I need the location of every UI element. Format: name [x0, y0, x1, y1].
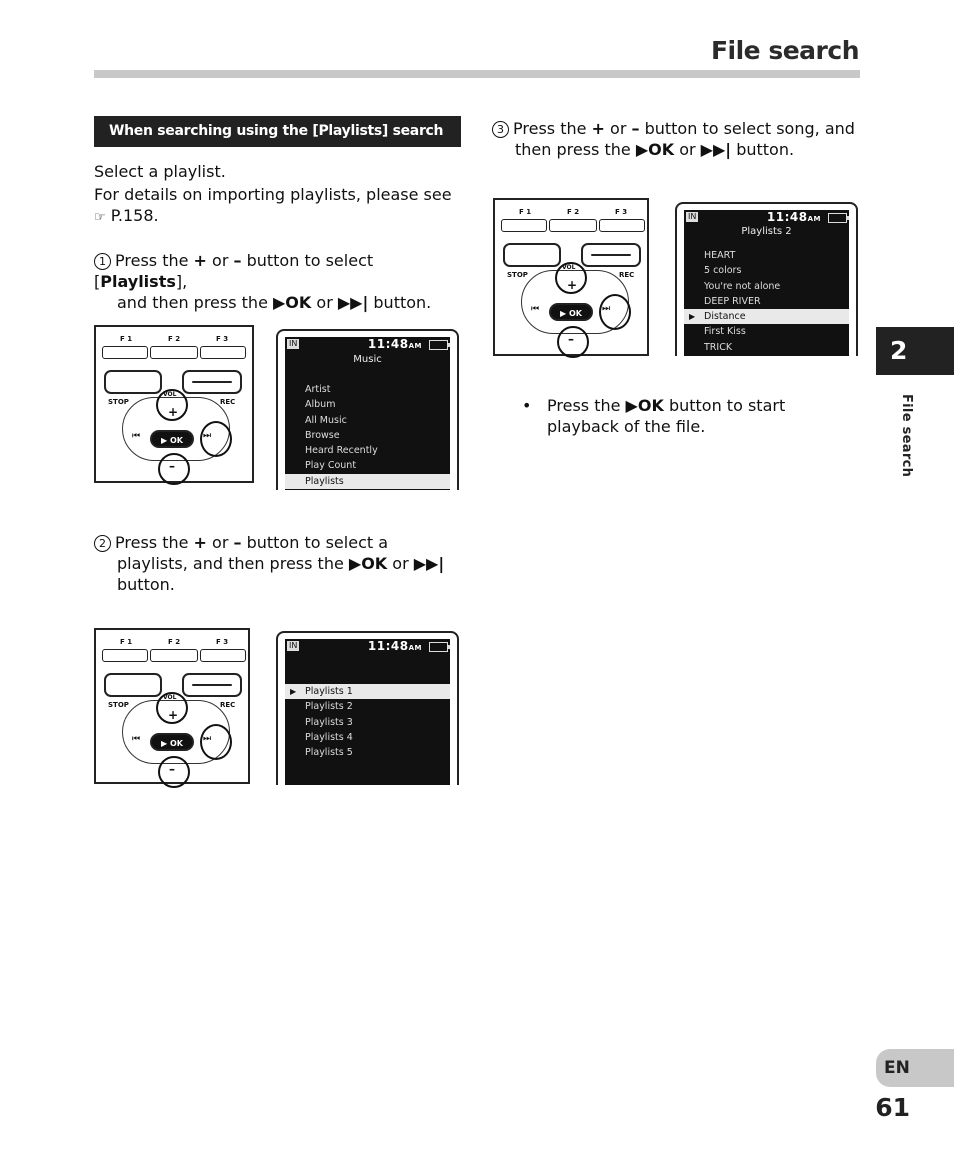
menu-item-label: DEEP RIVER	[704, 295, 761, 307]
screen-menu-list	[285, 684, 450, 760]
vol-label: VOL	[562, 264, 576, 271]
minus-icon: –	[568, 332, 574, 346]
f2-key	[150, 346, 198, 359]
step-text: or	[674, 140, 701, 159]
screen-display	[285, 337, 450, 490]
battery-icon	[429, 340, 448, 350]
ok-key-icon: ▶OK	[348, 554, 388, 573]
ok-key-icon: ▶OK	[635, 140, 675, 159]
bullet-text: button to start	[663, 396, 786, 415]
menu-item	[285, 684, 450, 699]
f3-label: F 3	[615, 208, 628, 216]
display-screen-music	[276, 329, 459, 490]
plus-icon: +	[168, 405, 179, 419]
f3-key	[200, 649, 246, 662]
menu-item	[285, 382, 450, 397]
f3-key	[200, 346, 246, 359]
step-text: button to select song, and	[639, 119, 855, 138]
step-text: Press the	[115, 251, 194, 270]
intro-ref	[94, 205, 464, 228]
clock-display	[368, 639, 422, 653]
bullet-dot: •	[522, 396, 532, 415]
display-screen-songs	[675, 202, 858, 356]
menu-item	[285, 745, 450, 760]
menu-item-label: 5 colors	[704, 265, 742, 277]
ok-key: ▶ OK	[150, 733, 194, 751]
screen-display	[285, 639, 450, 785]
menu-item-label: Album	[305, 399, 336, 411]
screen-display	[684, 210, 849, 356]
intro-ref-page: P.158.	[110, 206, 159, 225]
reference-icon: ☞	[94, 210, 106, 225]
play-arrow-icon: ▶	[290, 687, 297, 696]
clock-display	[767, 210, 821, 224]
menu-item	[285, 413, 450, 428]
menu-item	[285, 715, 450, 730]
menu-item	[285, 397, 450, 412]
rec-key-line	[192, 381, 232, 383]
menu-item-label: Playlists 1	[305, 686, 353, 697]
playlists-keyword: Playlists	[100, 272, 176, 291]
menu-item-label: Playlists 3	[305, 716, 353, 728]
vol-label: VOL	[163, 391, 177, 398]
stop-label: STOP	[507, 271, 528, 279]
internal-memory-badge: IN	[289, 339, 298, 348]
stop-label: STOP	[108, 701, 129, 709]
menu-item-label: Playlists 5	[305, 747, 353, 759]
vol-label: VOL	[163, 694, 177, 701]
battery-icon	[429, 642, 448, 652]
rec-label: REC	[220, 701, 236, 709]
f1-label: F 1	[519, 208, 532, 216]
step-text: or	[311, 293, 338, 312]
plus-key: +	[591, 119, 605, 138]
menu-item	[285, 699, 450, 714]
menu-item-label: Heard Recently	[305, 445, 378, 457]
clock-ampm: AM	[807, 215, 821, 223]
step-number: 2	[94, 535, 111, 552]
step-text: playlists, and then press the	[117, 554, 349, 573]
fast-forward-icon: ▶▶|	[700, 140, 732, 159]
battery-icon	[828, 213, 847, 223]
internal-memory-badge: IN	[688, 212, 697, 221]
intro-line-1: Select a playlist.	[94, 162, 226, 181]
menu-item	[285, 730, 450, 745]
forward-icon: ⏭	[602, 304, 611, 314]
stop-key	[503, 243, 561, 267]
step-3	[492, 118, 867, 160]
menu-item-label: Play Count	[305, 460, 357, 472]
step-number: 1	[94, 253, 111, 270]
screen-menu-list	[684, 248, 849, 355]
minus-key: –	[233, 533, 242, 552]
rewind-icon: ⏮	[531, 304, 540, 314]
minus-key: –	[233, 251, 242, 270]
menu-item-label: Browse	[305, 429, 340, 441]
menu-item	[684, 279, 849, 294]
chapter-tab: 2	[876, 327, 954, 375]
menu-item	[684, 263, 849, 278]
step-text: or	[206, 251, 234, 270]
intro-text	[94, 161, 464, 228]
bullet-text: Press the	[547, 396, 626, 415]
minus-icon: –	[169, 762, 175, 776]
plus-key: +	[193, 533, 207, 552]
stop-key	[104, 673, 162, 697]
plus-icon: +	[168, 708, 179, 722]
recorder-illustration	[94, 628, 250, 784]
forward-icon: ⏭	[203, 734, 212, 744]
menu-item-label: TRICK	[704, 341, 733, 353]
ok-key-icon: ▶OK	[625, 396, 664, 415]
clock-time: 11:48	[766, 210, 808, 224]
bullet-text: playback of the file.	[547, 417, 706, 436]
step-text: button.	[117, 575, 175, 594]
menu-item	[285, 474, 450, 489]
rec-label: REC	[619, 271, 635, 279]
clock-ampm: AM	[408, 342, 422, 350]
step-number: 3	[492, 121, 509, 138]
menu-item-label: Distance	[704, 311, 746, 323]
recorder-illustration	[94, 325, 254, 483]
step-text: button.	[368, 293, 432, 312]
menu-item	[684, 248, 849, 263]
menu-item	[684, 340, 849, 355]
f2-label: F 2	[567, 208, 580, 216]
rec-key-line	[192, 684, 232, 686]
clock-ampm: AM	[408, 644, 422, 652]
ok-key-icon: ▶OK	[273, 293, 312, 312]
menu-item	[285, 428, 450, 443]
menu-item-label: Playlists 4	[305, 731, 353, 743]
fast-forward-icon: ▶▶|	[413, 554, 445, 573]
step-text: Press the	[513, 119, 592, 138]
plus-icon: +	[567, 278, 578, 292]
f3-label: F 3	[216, 638, 229, 646]
recorder-illustration	[493, 198, 649, 356]
f2-key	[549, 219, 597, 232]
bullet-note	[522, 395, 862, 437]
step-2	[94, 532, 469, 595]
section-header: When searching using the [Playlists] search	[94, 116, 461, 147]
menu-item-label: First Kiss	[704, 326, 746, 338]
step-text: button.	[731, 140, 795, 159]
stop-key	[104, 370, 162, 394]
rec-label: REC	[220, 398, 236, 406]
menu-item-label: Playlists 2	[305, 701, 353, 713]
menu-item-label: All Music	[305, 414, 347, 426]
menu-item	[684, 324, 849, 339]
chapter-label: File search	[899, 394, 914, 478]
f1-label: F 1	[120, 638, 133, 646]
minus-key: –	[631, 119, 640, 138]
rewind-icon: ⏮	[132, 431, 141, 441]
display-screen-playlists	[276, 631, 459, 785]
menu-item-label: Playlists	[305, 475, 344, 487]
f3-key	[599, 219, 645, 232]
screen-heading: Music	[353, 354, 382, 365]
clock-time: 11:48	[367, 337, 409, 351]
fast-forward-icon: ▶▶|	[337, 293, 369, 312]
plus-key: +	[193, 251, 207, 270]
menu-item-label: You're not alone	[704, 280, 781, 292]
intro-line-2: For details on importing playlists, please see	[94, 185, 452, 204]
screen-menu-list	[285, 382, 450, 489]
step-text: and then press the	[117, 293, 273, 312]
f1-key	[102, 346, 148, 359]
step-1	[94, 250, 469, 313]
menu-item	[684, 294, 849, 309]
menu-item-label: Artist	[305, 384, 331, 395]
f2-key	[150, 649, 198, 662]
menu-item	[285, 458, 450, 473]
step-text: button to select [	[94, 251, 374, 291]
page-title: File search	[710, 36, 859, 65]
f2-label: F 2	[168, 638, 181, 646]
step-text: or	[206, 533, 234, 552]
ok-key: ▶ OK	[549, 303, 593, 321]
step-text: button to select a	[241, 533, 389, 552]
clock-time: 11:48	[367, 639, 409, 653]
menu-item-label: HEART	[704, 250, 736, 261]
menu-item	[684, 309, 849, 324]
f2-label: F 2	[168, 335, 181, 343]
step-text: or	[387, 554, 414, 573]
ok-key: ▶ OK	[150, 430, 194, 448]
f1-label: F 1	[120, 335, 133, 343]
f3-label: F 3	[216, 335, 229, 343]
step-text: Press the	[115, 533, 194, 552]
step-text: ],	[175, 272, 188, 291]
clock-display	[368, 337, 422, 351]
step-text: then press the	[515, 140, 636, 159]
page-number: 61	[875, 1093, 910, 1122]
menu-item	[285, 443, 450, 458]
language-badge: EN	[876, 1049, 954, 1087]
forward-icon: ⏭	[203, 431, 212, 441]
title-rule	[94, 70, 860, 78]
f1-key	[102, 649, 148, 662]
stop-label: STOP	[108, 398, 129, 406]
internal-memory-badge: IN	[289, 641, 298, 650]
rewind-icon: ⏮	[132, 734, 141, 744]
minus-icon: –	[169, 459, 175, 473]
step-text: or	[604, 119, 632, 138]
play-arrow-icon: ▶	[689, 312, 696, 322]
rec-key-line	[591, 254, 631, 256]
screen-heading: Playlists 2	[741, 226, 792, 237]
f1-key	[501, 219, 547, 232]
